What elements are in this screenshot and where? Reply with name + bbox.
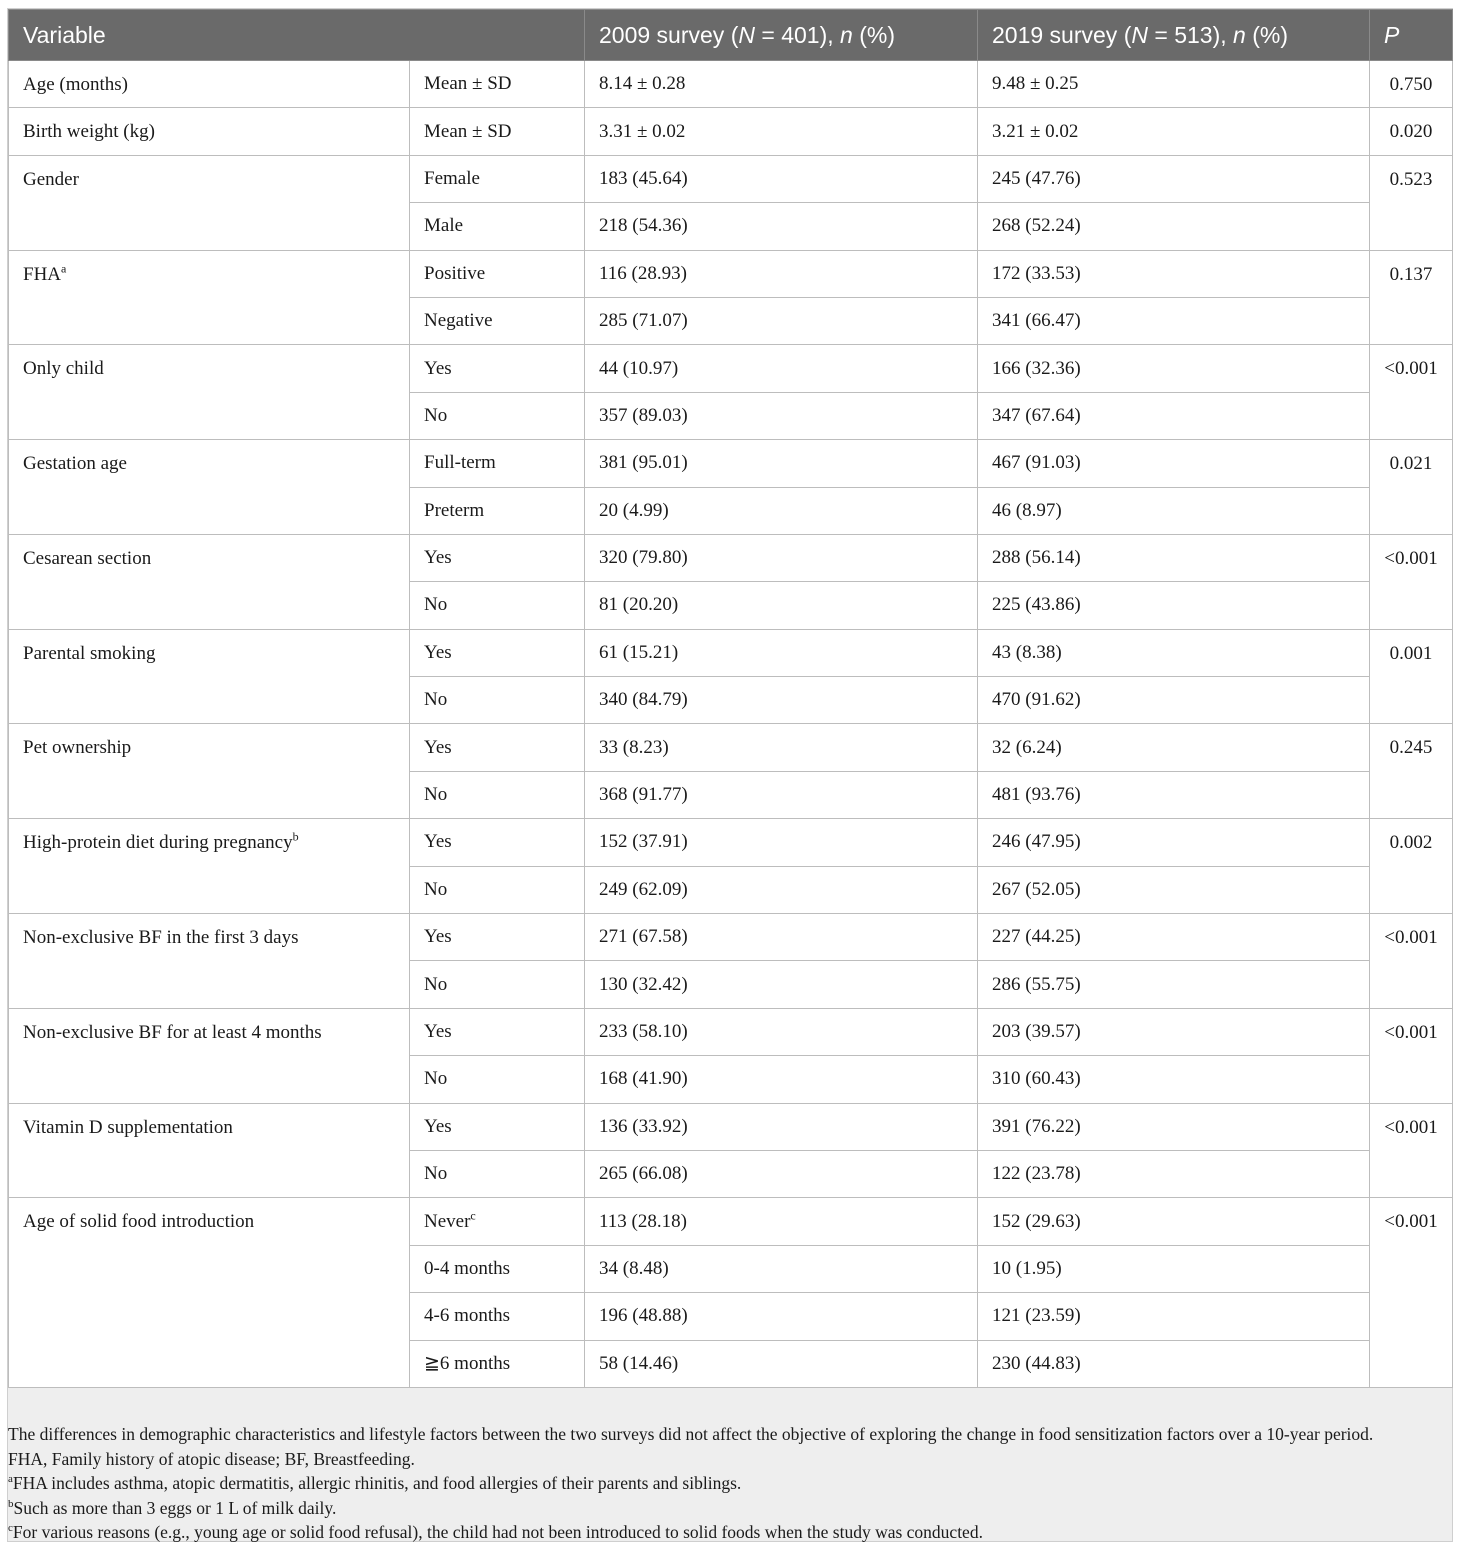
variable-label: Birth weight (kg) (23, 121, 155, 143)
value-2009-cell: 33 (8.23) (585, 724, 978, 771)
table-row (9, 250, 1453, 297)
value-2009-cell: 136 (33.92) (585, 1103, 978, 1150)
value-2009-cell: 368 (91.77) (585, 771, 978, 818)
variable-label: FHA (23, 263, 62, 285)
value-2019-cell: 230 (44.83) (978, 1340, 1370, 1387)
table-row (9, 724, 1453, 771)
value-2009-cell: 8.14 ± 0.28 (585, 61, 978, 108)
value-2009-cell: 196 (48.88) (585, 1293, 978, 1340)
category-label: 0-4 months (424, 1257, 511, 1279)
value-2019-cell: 172 (33.53) (978, 250, 1370, 297)
value-2009-cell: 116 (28.93) (585, 250, 978, 297)
category-label: Yes (424, 547, 452, 569)
category-label: No (424, 784, 448, 806)
variable-label: Pet ownership (23, 737, 132, 759)
category-label: Yes (424, 1115, 452, 1137)
footnote-c-mark: c (8, 1522, 13, 1535)
value-2009-cell: 271 (67.58) (585, 914, 978, 961)
variable-cell (9, 629, 410, 724)
table-row (9, 629, 1453, 676)
header-2009-prefix: 2009 survey ( (599, 21, 739, 48)
table-footnotes (8, 1414, 1452, 1545)
p-value-cell: 0.245 (1370, 724, 1453, 819)
value-2009-cell: 285 (71.07) (585, 297, 978, 344)
footnote-marker: a (61, 261, 67, 276)
value-2019-cell: 10 (1.95) (978, 1245, 1370, 1292)
value-2019-cell: 245 (47.76) (978, 155, 1370, 202)
category-label: Yes (424, 831, 452, 853)
header-2009-survey (585, 10, 978, 61)
value-2019-cell: 227 (44.25) (978, 914, 1370, 961)
value-2019-cell: 470 (91.62) (978, 677, 1370, 724)
value-2009-cell: 381 (95.01) (585, 440, 978, 487)
value-2019-cell: 268 (52.24) (978, 203, 1370, 250)
value-2009-cell: 357 (89.03) (585, 392, 978, 439)
category-cell (410, 392, 585, 439)
table-row (9, 108, 1453, 155)
header-2009-suffix: (%) (852, 21, 895, 48)
value-2019-cell: 32 (6.24) (978, 724, 1370, 771)
footnote-c-text: For various reasons (e.g., young age or solid food refusal), the child had not been introduced to solid foods when the study was conducted. (12, 1522, 983, 1543)
category-label: Never (424, 1210, 471, 1232)
value-2009-cell: 168 (41.90) (585, 1056, 978, 1103)
table-row (9, 61, 1453, 108)
category-label: Yes (424, 1021, 452, 1042)
variable-cell (9, 155, 410, 250)
category-cell (410, 629, 585, 676)
p-value-cell: 0.750 (1370, 61, 1453, 108)
footnote-b-text: Such as more than 3 eggs or 1 L of milk daily. (13, 1497, 337, 1518)
category-label: No (424, 878, 448, 900)
category-cell (410, 582, 585, 629)
value-2019-cell: 152 (29.63) (978, 1198, 1370, 1245)
p-value-cell: 0.137 (1370, 250, 1453, 345)
variable-cell (9, 534, 410, 629)
footnote-marker: b (292, 829, 299, 844)
header-2019-suffix: (%) (1245, 21, 1288, 48)
category-cell (410, 1340, 585, 1387)
category-cell (410, 61, 585, 108)
value-2019-cell: 288 (56.14) (978, 534, 1370, 581)
variable-cell (9, 250, 410, 345)
p-value-cell: <0.001 (1370, 1103, 1453, 1198)
value-2009-cell: 34 (8.48) (585, 1245, 978, 1292)
p-value-cell: 0.523 (1370, 155, 1453, 250)
header-2019-n: n (1233, 21, 1246, 48)
category-label: ≧6 months (424, 1353, 511, 1375)
variable-label: High-protein diet during pregnancy (23, 832, 293, 854)
category-cell (410, 771, 585, 818)
category-cell (410, 487, 585, 534)
p-value-cell: 0.021 (1370, 440, 1453, 535)
variable-cell (9, 61, 410, 108)
variable-label: Age of solid food introduction (23, 1211, 255, 1233)
value-2019-cell: 9.48 ± 0.25 (978, 61, 1370, 108)
footnote-a-text: FHA includes asthma, atopic dermatitis, allergic rhinitis, and food allergies of their parents and siblings. (12, 1473, 742, 1494)
category-cell (410, 1293, 585, 1340)
table-body (9, 61, 1453, 1388)
category-cell (410, 961, 585, 1008)
value-2019-cell: 246 (47.95) (978, 819, 1370, 866)
value-2009-cell: 130 (32.42) (585, 961, 978, 1008)
table-row (9, 1008, 1453, 1055)
value-2019-cell: 391 (76.22) (978, 1103, 1370, 1150)
table-row (9, 345, 1453, 392)
value-2009-cell: 3.31 ± 0.02 (585, 108, 978, 155)
category-cell (410, 297, 585, 344)
value-2009-cell: 320 (79.80) (585, 534, 978, 581)
table-row (9, 1198, 1453, 1245)
category-cell (410, 914, 585, 961)
p-value-cell: <0.001 (1370, 1008, 1453, 1103)
variable-label: Parental smoking (23, 642, 156, 664)
value-2009-cell: 249 (62.09) (585, 866, 978, 913)
header-2009-N: N (738, 21, 755, 48)
footnote-summary: The differences in demographic characteristics and lifestyle factors between the two surveys did not affect the objective of exploring the change in food sensitization factors over a 10-year period. (8, 1424, 1374, 1444)
category-label: No (424, 1068, 448, 1090)
header-2019-survey (978, 10, 1370, 61)
variable-label: Cesarean section (23, 547, 152, 569)
category-label: Mean ± SD (424, 120, 512, 142)
category-cell (410, 250, 585, 297)
value-2009-cell: 265 (66.08) (585, 1150, 978, 1197)
table-row (9, 914, 1453, 961)
header-p-value (1370, 10, 1453, 61)
header-variable (9, 10, 585, 61)
category-cell (410, 866, 585, 913)
variable-cell (9, 108, 410, 155)
characteristics-table (8, 9, 1453, 1388)
category-cell (410, 677, 585, 724)
value-2019-cell: 3.21 ± 0.02 (978, 108, 1370, 155)
category-label: 4-6 months (424, 1305, 511, 1327)
value-2019-cell: 225 (43.86) (978, 582, 1370, 629)
value-2019-cell: 166 (32.36) (978, 345, 1370, 392)
category-cell (410, 203, 585, 250)
category-label: No (424, 689, 448, 711)
p-value-cell: <0.001 (1370, 914, 1453, 1009)
value-2019-cell: 46 (8.97) (978, 487, 1370, 534)
value-2019-cell: 481 (93.76) (978, 771, 1370, 818)
p-value-cell: 0.002 (1370, 819, 1453, 914)
value-2009-cell: 183 (45.64) (585, 155, 978, 202)
footnote-abbreviations: FHA, Family history of atopic disease; BF, Breastfeeding. (8, 1448, 415, 1469)
variable-cell (9, 440, 410, 535)
variable-cell (9, 345, 410, 440)
variable-label: Gender (23, 168, 79, 190)
p-value-cell: 0.001 (1370, 629, 1453, 724)
header-variable-text: Variable (23, 21, 106, 48)
footnote-b-mark: b (8, 1497, 14, 1510)
footnote-c (8, 1520, 1452, 1545)
category-label: Yes (424, 736, 452, 758)
header-p-text: P (1384, 21, 1400, 48)
category-label: No (424, 594, 448, 616)
category-cell (410, 1245, 585, 1292)
category-cell (410, 1056, 585, 1103)
variable-cell (9, 914, 410, 1009)
category-label: Yes (424, 357, 452, 379)
category-cell (410, 1198, 585, 1245)
value-2019-cell: 203 (39.57) (978, 1008, 1370, 1055)
category-label: Mean ± SD (424, 73, 512, 95)
header-2019-N: N (1131, 21, 1148, 48)
value-2009-cell: 340 (84.79) (585, 677, 978, 724)
table-container (7, 8, 1453, 1542)
table-row (9, 534, 1453, 581)
value-2009-cell: 152 (37.91) (585, 819, 978, 866)
category-label: No (424, 973, 448, 995)
value-2019-cell: 267 (52.05) (978, 866, 1370, 913)
value-2009-cell: 233 (58.10) (585, 1008, 978, 1055)
variable-label: Non-exclusive BF for at least 4 months (23, 1021, 322, 1043)
value-2019-cell: 310 (60.43) (978, 1056, 1370, 1103)
variable-cell (9, 1103, 410, 1198)
category-label: Female (424, 167, 480, 189)
category-cell (410, 724, 585, 771)
value-2009-cell: 81 (20.20) (585, 582, 978, 629)
p-value-cell: 0.020 (1370, 108, 1453, 155)
variable-cell (9, 819, 410, 914)
category-label: Yes (424, 641, 452, 663)
header-row (9, 10, 1453, 61)
p-value-cell: <0.001 (1370, 534, 1453, 629)
category-label: Yes (424, 926, 452, 948)
footnote-b (8, 1496, 1452, 1521)
category-label: Preterm (424, 499, 485, 521)
table-row (9, 155, 1453, 202)
variable-cell (9, 724, 410, 819)
value-2009-cell: 113 (28.18) (585, 1198, 978, 1245)
category-label: Male (424, 215, 464, 237)
category-cell (410, 108, 585, 155)
table-row (9, 1103, 1453, 1150)
variable-label: Age (months) (23, 74, 129, 95)
category-cell (410, 345, 585, 392)
category-label: Negative (424, 310, 493, 332)
p-value-cell: <0.001 (1370, 345, 1453, 440)
variable-cell (9, 1008, 410, 1103)
value-2019-cell: 286 (55.75) (978, 961, 1370, 1008)
variable-label: Gestation age (23, 453, 127, 475)
value-2019-cell: 341 (66.47) (978, 297, 1370, 344)
variable-label: Non-exclusive BF in the first 3 days (23, 927, 299, 949)
footnote-marker: c (470, 1208, 476, 1223)
value-2019-cell: 347 (67.64) (978, 392, 1370, 439)
value-2009-cell: 20 (4.99) (585, 487, 978, 534)
variable-label: Only child (23, 358, 104, 380)
footnote-a-mark: a (8, 1473, 13, 1486)
header-2019-count: = 513), (1147, 21, 1234, 48)
category-cell (410, 1008, 585, 1055)
category-cell (410, 1103, 585, 1150)
variable-label: Vitamin D supplementation (23, 1116, 233, 1138)
footnote-a (8, 1471, 1452, 1496)
category-cell (410, 534, 585, 581)
value-2009-cell: 44 (10.97) (585, 345, 978, 392)
header-2009-n: n (840, 21, 853, 48)
p-value-cell: <0.001 (1370, 1198, 1453, 1388)
variable-cell (9, 1198, 410, 1388)
value-2019-cell: 121 (23.59) (978, 1293, 1370, 1340)
value-2019-cell: 467 (91.03) (978, 440, 1370, 487)
category-label: No (424, 1163, 448, 1185)
table-header (9, 10, 1453, 61)
value-2019-cell: 43 (8.38) (978, 629, 1370, 676)
value-2009-cell: 218 (54.36) (585, 203, 978, 250)
table-row (9, 440, 1453, 487)
value-2019-cell: 122 (23.78) (978, 1150, 1370, 1197)
table-row (9, 819, 1453, 866)
value-2009-cell: 61 (15.21) (585, 629, 978, 676)
category-cell (410, 155, 585, 202)
category-cell (410, 1150, 585, 1197)
value-2009-cell: 58 (14.46) (585, 1340, 978, 1387)
category-label: Positive (424, 262, 486, 284)
category-label: Full-term (424, 452, 496, 474)
header-2009-count: = 401), (754, 21, 841, 48)
header-2019-prefix: 2019 survey ( (992, 21, 1132, 48)
category-cell (410, 440, 585, 487)
category-cell (410, 819, 585, 866)
category-label: No (424, 404, 448, 426)
